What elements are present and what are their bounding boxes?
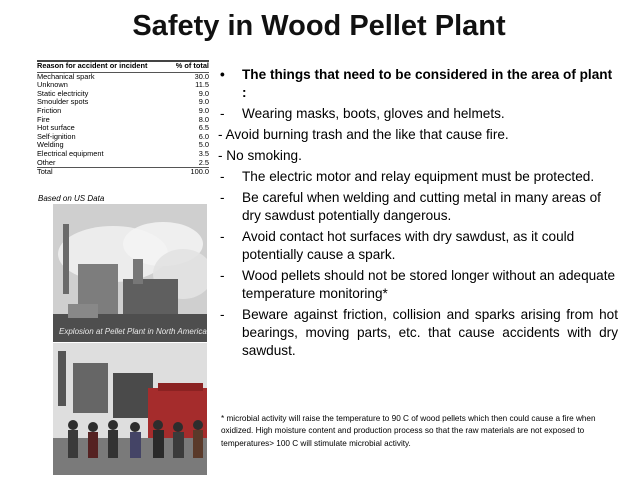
list-item-text: Avoid contact hot surfaces with dry sawdust, as it could potentially cause a spark.: [242, 229, 575, 262]
dash-marker: -: [220, 229, 225, 244]
list-item-text: The electric motor and relay equipment must be protected.: [242, 169, 595, 184]
table-cell-reason: Static electricity: [37, 88, 89, 98]
table-cell-reason: Mechanical spark: [37, 71, 95, 81]
table-total-label: Total: [37, 167, 53, 177]
dash-marker: -: [220, 190, 225, 205]
source-note: Based on US Data: [38, 194, 105, 203]
table-total-row: [37, 167, 209, 177]
dash-marker: -: [220, 169, 225, 184]
list-item: [218, 267, 618, 303]
table-total-value: 100.0: [190, 167, 209, 177]
table-cell-percent: 9.0: [198, 105, 209, 115]
photo-caption: Explosion at Pellet Plant in North America: [59, 327, 207, 336]
list-item-text: The things that need to be considered in the area of plant :: [242, 67, 613, 100]
table-cell-percent: 30.0: [194, 71, 209, 81]
safety-list: [218, 66, 618, 363]
table-header: [37, 62, 209, 73]
dash-marker: -: [220, 307, 225, 322]
list-item-text: - No smoking.: [218, 148, 302, 163]
list-item-text: Wearing masks, boots, gloves and helmets.: [242, 106, 505, 121]
table-cell-reason: Self-ignition: [37, 131, 76, 141]
table-cell-percent: 5.0: [198, 140, 209, 150]
table-cell-percent: 6.5: [198, 123, 209, 133]
table-cell-percent: 6.0: [198, 131, 209, 141]
list-item: [218, 189, 618, 225]
table-cell-percent: 9.0: [198, 88, 209, 98]
table-cell-reason: Unknown: [37, 80, 68, 90]
list-item: [218, 147, 618, 165]
table-cell-reason: Smoulder spots: [37, 97, 89, 107]
accident-table: [37, 60, 209, 177]
table-cell-percent: 8.0: [198, 114, 209, 124]
list-item: [218, 105, 618, 123]
explosion-photo: [53, 204, 207, 342]
list-item: [218, 228, 618, 264]
list-item-intro: [218, 66, 618, 102]
table-row: [37, 107, 209, 116]
explosion-photo-illustration: [53, 204, 207, 342]
table-cell-reason: Electrical equipment: [37, 148, 104, 158]
table-cell-reason: Friction: [37, 105, 62, 115]
list-item: [218, 126, 618, 144]
footnote: * microbial activity will raise the temperature to 90 C of wood pellets which then could cause a fire when oxidized. High moisture content and production process so that the raw materials are not exposed to temperatures> 100 C will stimulate microbial activity.: [221, 414, 596, 448]
bullet-marker: •: [220, 67, 225, 82]
table-cell-reason: Hot surface: [37, 123, 75, 133]
list-item-text: Wood pellets should not be stored longer without an adequate temperature monitoring*: [242, 268, 616, 301]
table-cell-percent: 3.5: [198, 148, 209, 158]
table-row: [37, 150, 209, 159]
table-cell-percent: 9.0: [198, 97, 209, 107]
list-item-text: Beware against friction, collision and sparks arising from hot bearings, moving parts, etc. that cause accidents with dry sawdust.: [242, 307, 618, 358]
list-item: [218, 168, 618, 186]
table-header-percent: % of total: [175, 61, 209, 70]
list-item-text: Be careful when welding and cutting metal in many areas of dry sawdust potentially dangerous.: [242, 190, 601, 223]
dash-marker: -: [220, 106, 225, 121]
plant-photo: [53, 343, 207, 475]
table-cell-reason: Welding: [37, 140, 64, 150]
table-row: [37, 159, 209, 168]
table-cell-reason: Fire: [37, 114, 50, 124]
table-cell-percent: 11.5: [195, 80, 209, 90]
dash-marker: -: [220, 268, 225, 283]
list-item: [218, 306, 618, 360]
table-row: [37, 98, 209, 107]
table-cell-reason: Other: [37, 157, 56, 167]
page-title: Safety in Wood Pellet Plant: [132, 10, 506, 42]
table-cell-percent: 2.5: [198, 157, 209, 167]
plant-photo-illustration: [53, 343, 207, 475]
list-item-text: - Avoid burning trash and the like that cause fire.: [218, 127, 509, 142]
table-header-reason: Reason for accident or incident: [37, 61, 148, 70]
